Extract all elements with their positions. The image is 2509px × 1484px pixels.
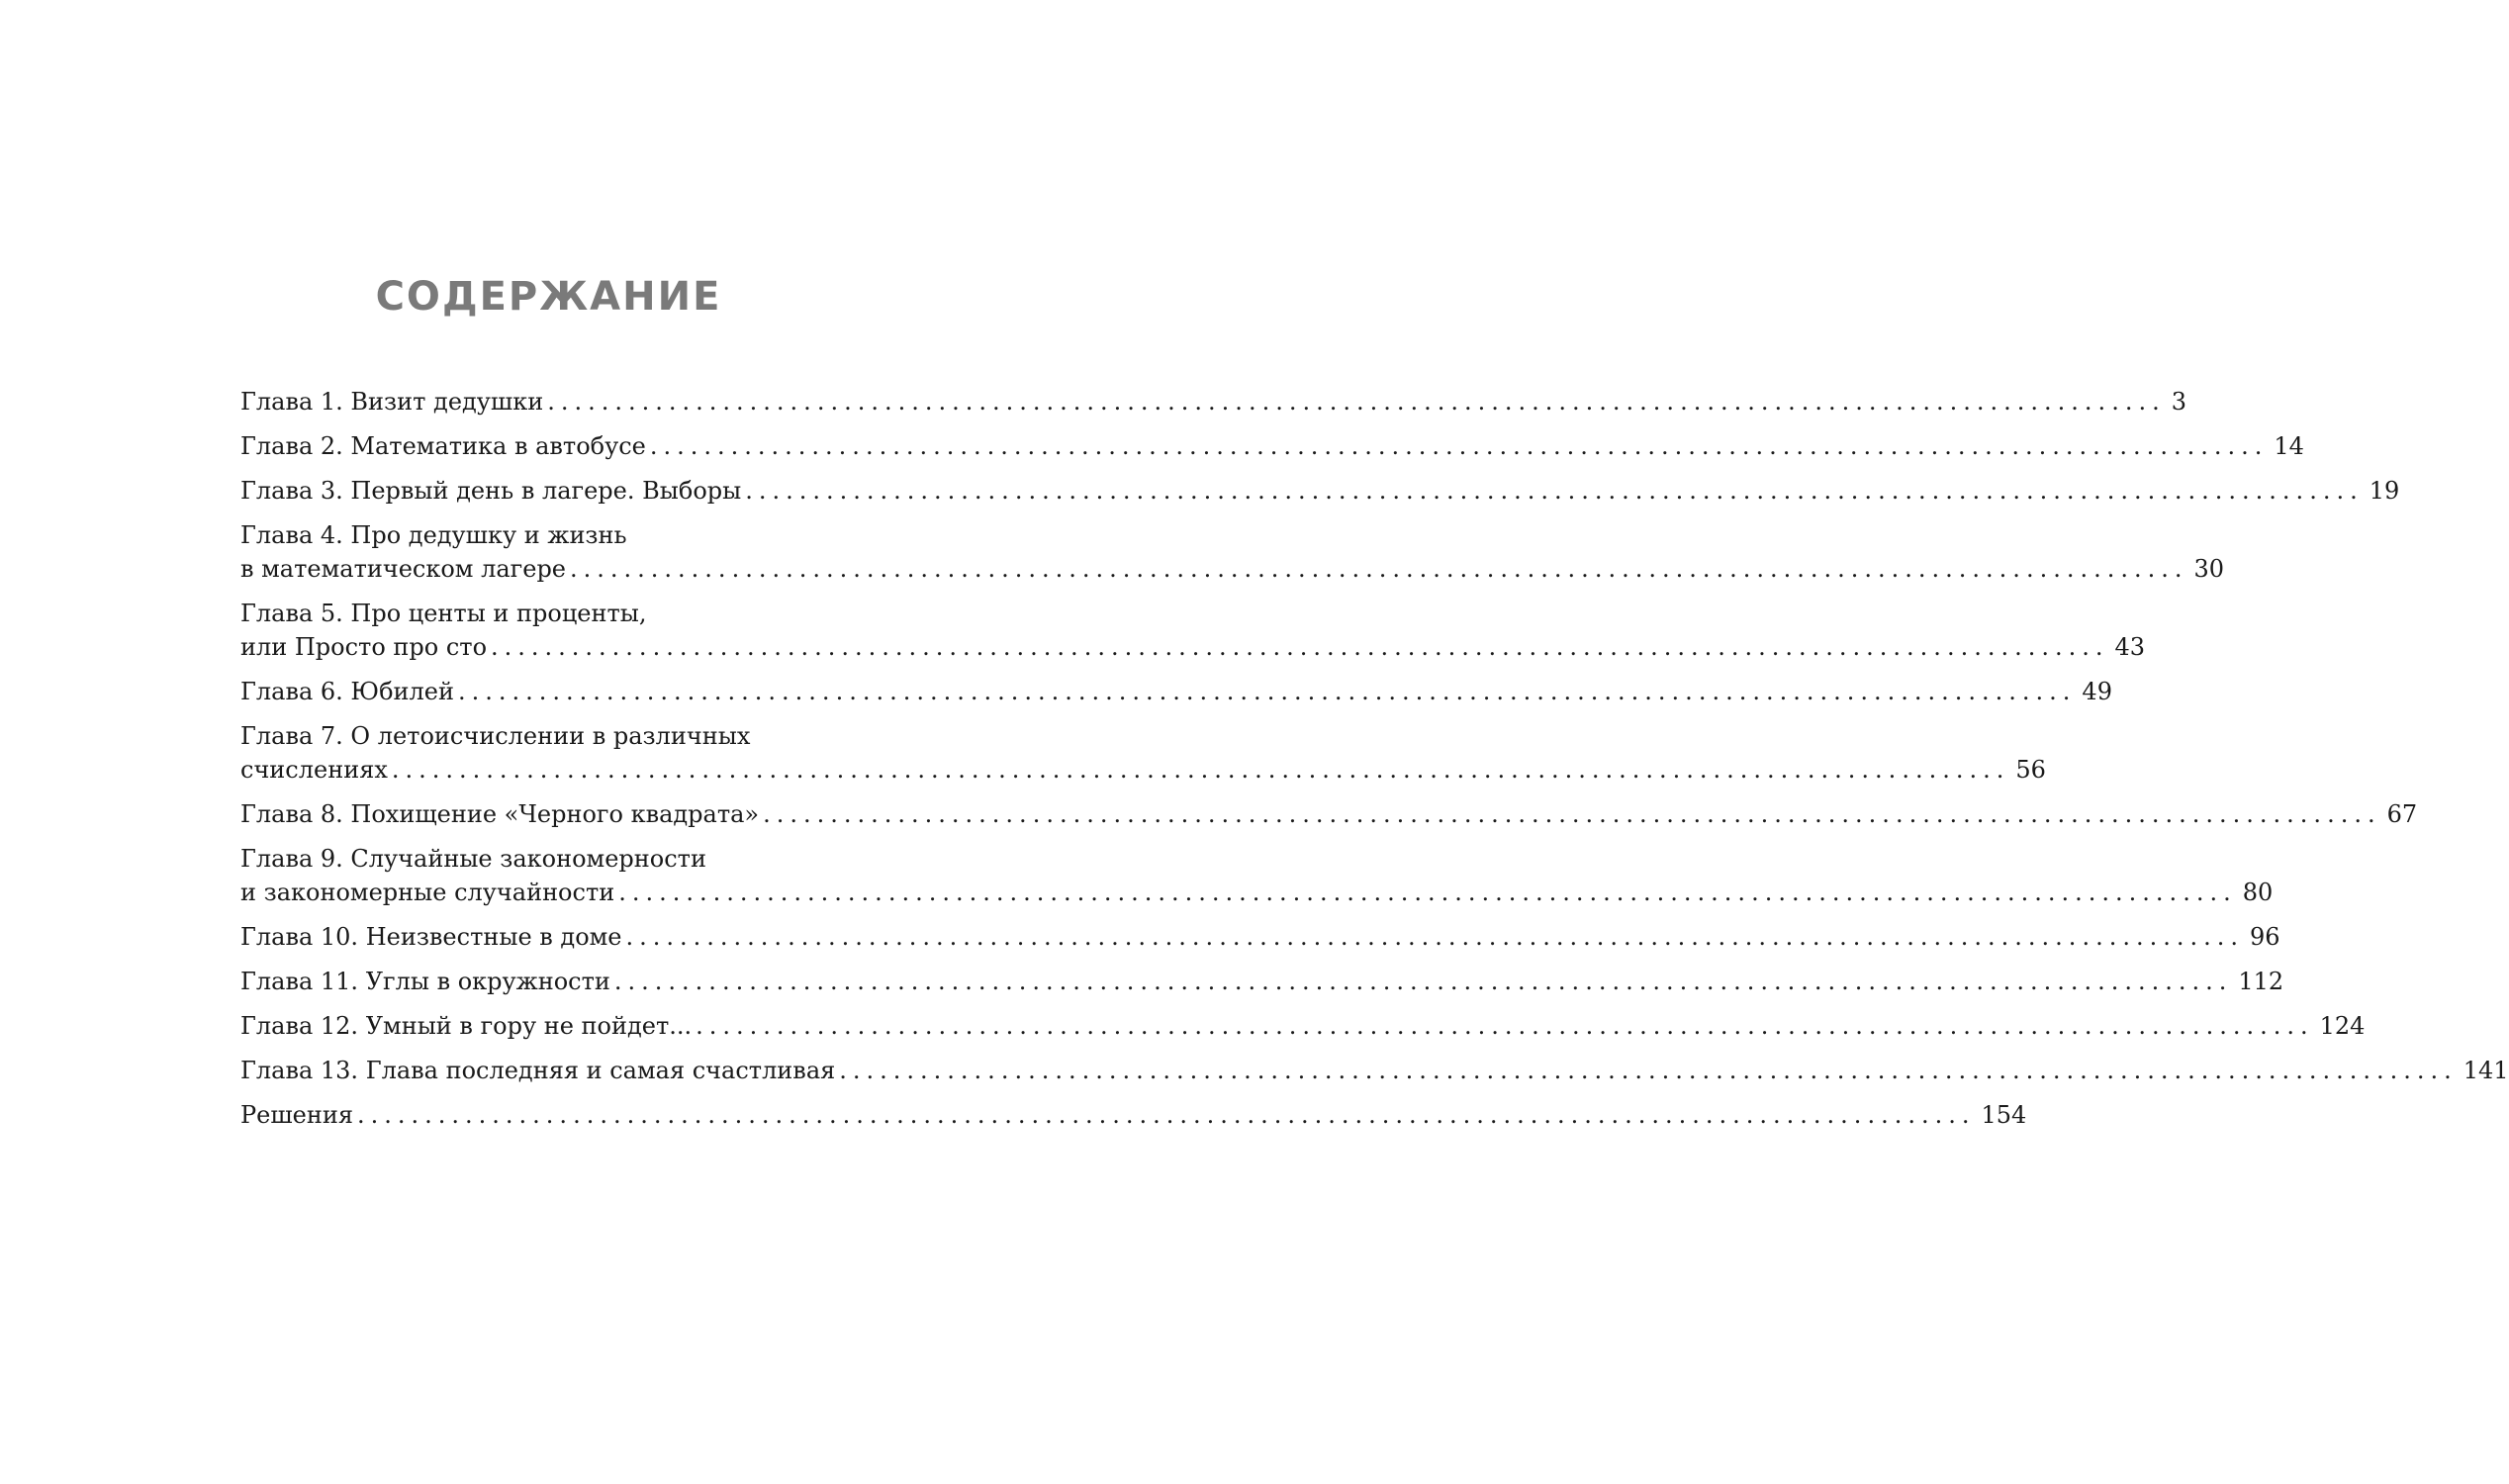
toc-entry-page: 141	[2463, 1057, 2509, 1084]
toc-entry	[240, 797, 2418, 831]
toc-entry	[240, 1098, 2027, 1132]
toc-entry-line	[240, 474, 2400, 508]
toc-entry-title: Глава 2. Математика в автобусе	[240, 432, 646, 460]
toc-entry-line	[240, 429, 2304, 463]
dot-leader: ........................................................................................................................	[391, 756, 2010, 784]
toc-entry	[240, 842, 2274, 909]
dot-leader: ........................................................................................................................	[357, 1101, 1976, 1129]
dot-leader: ........................................................................................................................	[625, 923, 2244, 951]
toc-entry-title-first-line: Глава 5. Про центы и проценты,	[240, 600, 647, 627]
toc-entry-title: или Просто про сто	[240, 633, 488, 661]
toc-entry-page: 124	[2319, 1012, 2366, 1040]
toc-entry	[240, 474, 2400, 508]
toc-entry-page: 19	[2369, 477, 2400, 505]
toc-entry-title: счислениях	[240, 756, 388, 784]
toc-entry-page: 49	[2082, 678, 2112, 705]
toc-entry-line	[240, 797, 2418, 831]
toc-entry-page: 154	[1981, 1101, 2027, 1129]
dot-leader: ........................................................................................................................	[649, 432, 2269, 460]
toc-entry-page: 43	[2114, 633, 2146, 661]
dot-leader: ........................................................................................................................	[547, 388, 2166, 416]
dot-leader: ........................................................................................................................	[618, 879, 2237, 906]
toc-entry-title: Глава 11. Углы в окружности	[240, 968, 610, 995]
toc-entry	[240, 429, 2304, 463]
toc-entry-title: в математическом лагере	[240, 555, 567, 583]
dot-leader: ........................................................................................................................	[745, 477, 2364, 505]
toc-entry-page: 3	[2171, 388, 2186, 416]
toc-entry-title: Глава 1. Визит дедушки	[240, 388, 544, 416]
toc-entry-title-first-line: Глава 4. Про дедушку и жизнь	[240, 521, 627, 549]
toc-entry-title: Решения	[240, 1101, 353, 1129]
toc-entry	[240, 518, 2225, 586]
toc-entry	[240, 597, 2146, 664]
toc-entry-line	[240, 1054, 2509, 1087]
dot-leader: ........................................................................................................................	[763, 800, 2381, 828]
toc-entry-title: Глава 10. Неизвестные в доме	[240, 923, 622, 951]
toc-entry-line	[240, 1009, 2366, 1043]
toc-entry	[240, 920, 2280, 954]
toc-entry-title: Глава 12. Умный в гору не пойдет...	[240, 1012, 693, 1040]
toc-entry-line	[240, 965, 2284, 998]
dot-leader: ........................................................................................................................	[839, 1057, 2458, 1084]
toc-entry-title: и закономерные случайности	[240, 879, 615, 906]
toc-entry-page: 56	[2015, 756, 2046, 784]
dot-leader: ........................................................................................................................	[491, 633, 2109, 661]
toc-entry-page: 30	[2193, 555, 2225, 583]
toc-entry-line	[240, 920, 2280, 954]
toc-entry	[240, 385, 2186, 418]
dot-leader: ........................................................................................................................	[613, 968, 2233, 995]
dot-leader: ........................................................................................................................	[570, 555, 2188, 583]
toc-entry-page: 96	[2249, 923, 2280, 951]
toc-entry-page: 14	[2274, 432, 2304, 460]
toc-entry	[240, 719, 2046, 787]
toc-entry-line	[240, 1098, 2027, 1132]
toc-entry-line	[240, 753, 2046, 787]
toc-entry-title: Глава 6. Юбилей	[240, 678, 454, 705]
toc-entry-title: Глава 3. Первый день в лагере. Выборы	[240, 477, 742, 505]
dot-leader: ........................................................................................................................	[457, 678, 2077, 705]
toc-entry-page: 67	[2386, 800, 2418, 828]
dot-leader: ........................................................................................................................	[696, 1012, 2314, 1040]
toc-entry-title: Глава 8. Похищение «Черного квадрата»	[240, 800, 760, 828]
toc-entry-line	[240, 552, 2225, 586]
toc-entry-page: 80	[2242, 879, 2274, 906]
toc-entry-title-first-line: Глава 7. О летоисчислении в различных	[240, 722, 751, 750]
table-of-contents	[240, 385, 2509, 1143]
toc-entry-page: 112	[2238, 968, 2284, 995]
toc-entry-line	[240, 630, 2146, 664]
page-title: СОДЕРЖАНИЕ	[375, 274, 722, 320]
toc-entry-title: Глава 13. Глава последняя и самая счастливая	[240, 1057, 836, 1084]
toc-entry	[240, 1009, 2366, 1043]
toc-entry-line	[240, 675, 2112, 708]
toc-entry-line	[240, 385, 2186, 418]
toc-entry	[240, 965, 2284, 998]
toc-entry	[240, 675, 2112, 708]
toc-entry-line	[240, 876, 2274, 909]
toc-entry	[240, 1054, 2509, 1087]
toc-entry-title-first-line: Глава 9. Случайные закономерности	[240, 845, 706, 873]
